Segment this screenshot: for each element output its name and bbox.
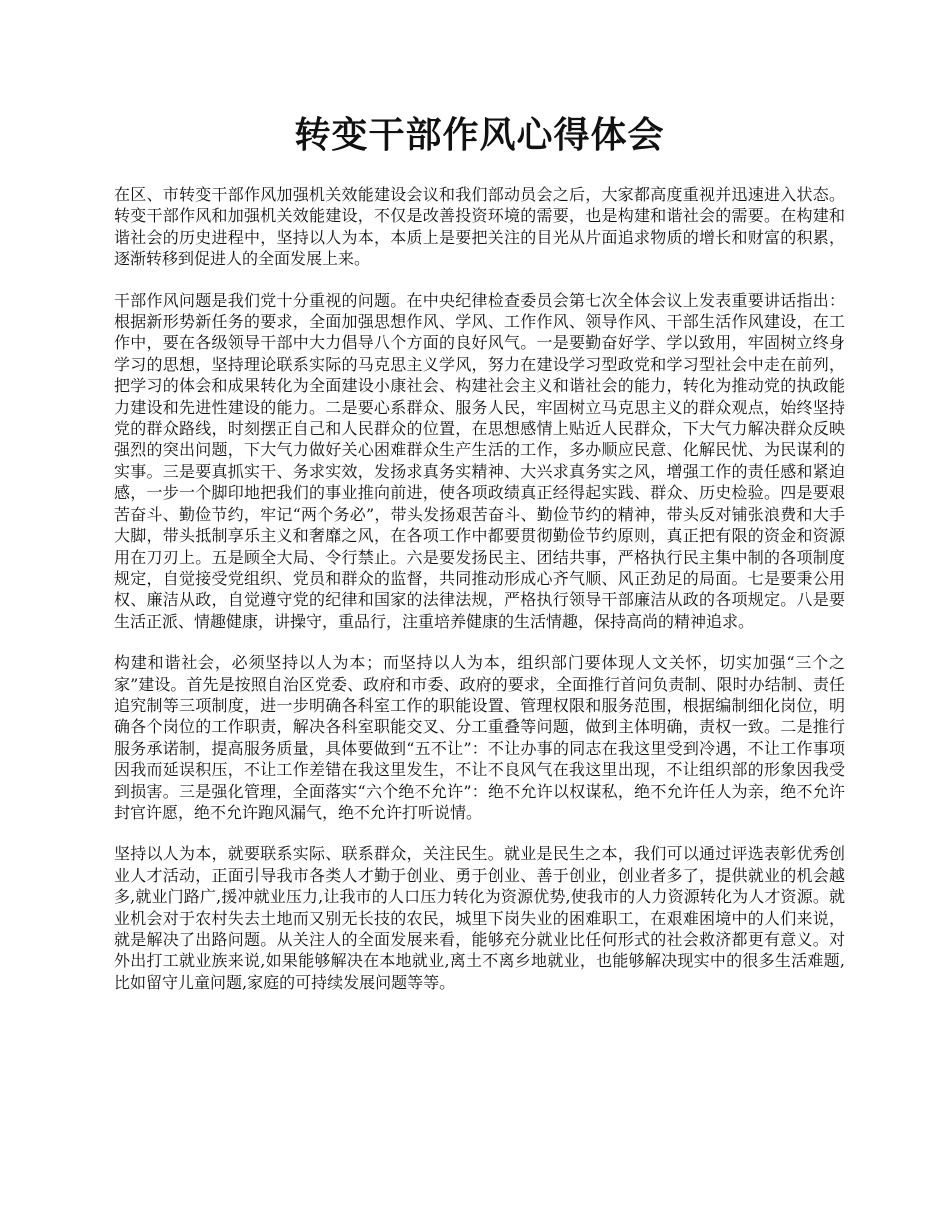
paragraph-1: 在区、市转变干部作风加强机关效能建设会议和我们部动员会之后，大家都高度重视并迅速进入状态。转变干部作风和加强机关效能建设，不仅是改善投资环境的需要，也是构建和谐社会的需要。在构建和谐社会的历史进程中，坚持以人为本，本质上是要把关注的目光从片面追求物质的增长和财富的积累，逐渐转移到促进人的全面发展上来。 (114, 185, 845, 269)
paragraph-4: 坚持以人为本，就要联系实际、联系群众，关注民生。就业是民生之本，我们可以通过评选表彰优秀创业人才活动，正面引导我市各类人才勤于创业、勇于创业、善于创业，创业者多了，提供就业的机会越多,就业门路广,援冲就业压力,让我市的人口压力转化为资源优势,使我市的人力资源转化为人才资源。就业机会对于农村失去土地而又别无长技的农民，城里下岗失业的困难职工，在艰难困境中的人们来说，就是解决了出路问题。从关注人的全面发展来看，能够充分就业比任何形式的社会救济都更有意义。对外出打工就业族来说,如果能够解决在本地就业,离土不离乡地就业，也能够解决现实中的很多生活难题,比如留守儿童问题,家庭的可持续发展问题等等。 (114, 844, 845, 992)
document-title: 转变干部作风心得体会 (294, 114, 665, 156)
paragraph-3: 构建和谐社会，必须坚持以人为本；而坚持以人为本，组织部门要体现人文关怀，切实加强“三个之家”建设。首先是按照自治区党委、政府和市委、政府的要求，全面推行首问负责制、限时办结制、责任追究制等三项制度，进一步明确各科室工作的职能设置、管理权限和服务范围，根据编制细化岗位，明确各个岗位的工作职责，解决各科室职能交叉、分工重叠等问题，做到主体明确，责权一致。二是推行服务承诺制，提高服务质量，具体要做到“五不让”：不让办事的同志在我这里受到冷遇，不让工作事项因我而延误积压，不让工作差错在我这里发生，不让不良风气在我这里出现，不让组织部的形象因我受到损害。三是强化管理，全面落实“六个绝不允许”：绝不允许以权谋私，绝不允许任人为亲，绝不允许封官许愿，绝不允许跑风漏气，绝不允许打听说情。 (114, 653, 845, 822)
paragraph-2: 干部作风问题是我们党十分重视的问题。在中央纪律检查委员会第七次全体会议上发表重要讲话指出：根据新形势新任务的要求，全面加强思想作风、学风、工作作风、领导作风、干部生活作风建设，在工作中，要在各级领导干部中大力倡导八个方面的良好风气。一是要勤奋好学、学以致用，牢固树立终身学习的思想，坚持理论联系实际的马克思主义学风，努力在建设学习型政党和学习型社会中走在前列，把学习的体会和成果转化为全面建设小康社会、构建社会主义和谐社会的能力，转化为推动党的执政能力建设和先进性建设的能力。二是要心系群众、服务人民，牢固树立马克思主义的群众观点，始终坚持党的群众路线，时刻摆正自己和人民群众的位置，在思想感情上贴近人民群众，下大气力解决群众反映强烈的突出问题，下大气力做好关心困难群众生产生活的工作，多办顺应民意、化解民忧、为民谋利的实事。三是要真抓实干、务求实效，发扬求真务实精神、大兴求真务实之风，增强工作的责任感和紧迫感，一步一个脚印地把我们的事业推向前进，使各项政绩真正经得起实践、群众、历史检验。四是要艰苦奋斗、勤俭节约，牢记“两个务必”，带头发扬艰苦奋斗、勤俭节约的精神，带头反对铺张浪费和大手大脚，带头抵制享乐主义和奢靡之风，在各项工作中都要贯彻勤俭节约原则，真正把有限的资金和资源用在刀刃上。五是顾全大局、令行禁止。六是要发扬民主、团结共事，严格执行民主集中制的各项制度规定，自觉接受党组织、党员和群众的监督，共同推动形成心齐气顺、风正劲足的局面。七是要秉公用权、廉洁从政，自觉遵守党的纪律和国家的法律法规，严格执行领导干部廉洁从政的各项规定。八是要生活正派、情趣健康，讲操守，重品行，注重培养健康的生活情趣，保持高尚的精神追求。 (114, 290, 845, 631)
